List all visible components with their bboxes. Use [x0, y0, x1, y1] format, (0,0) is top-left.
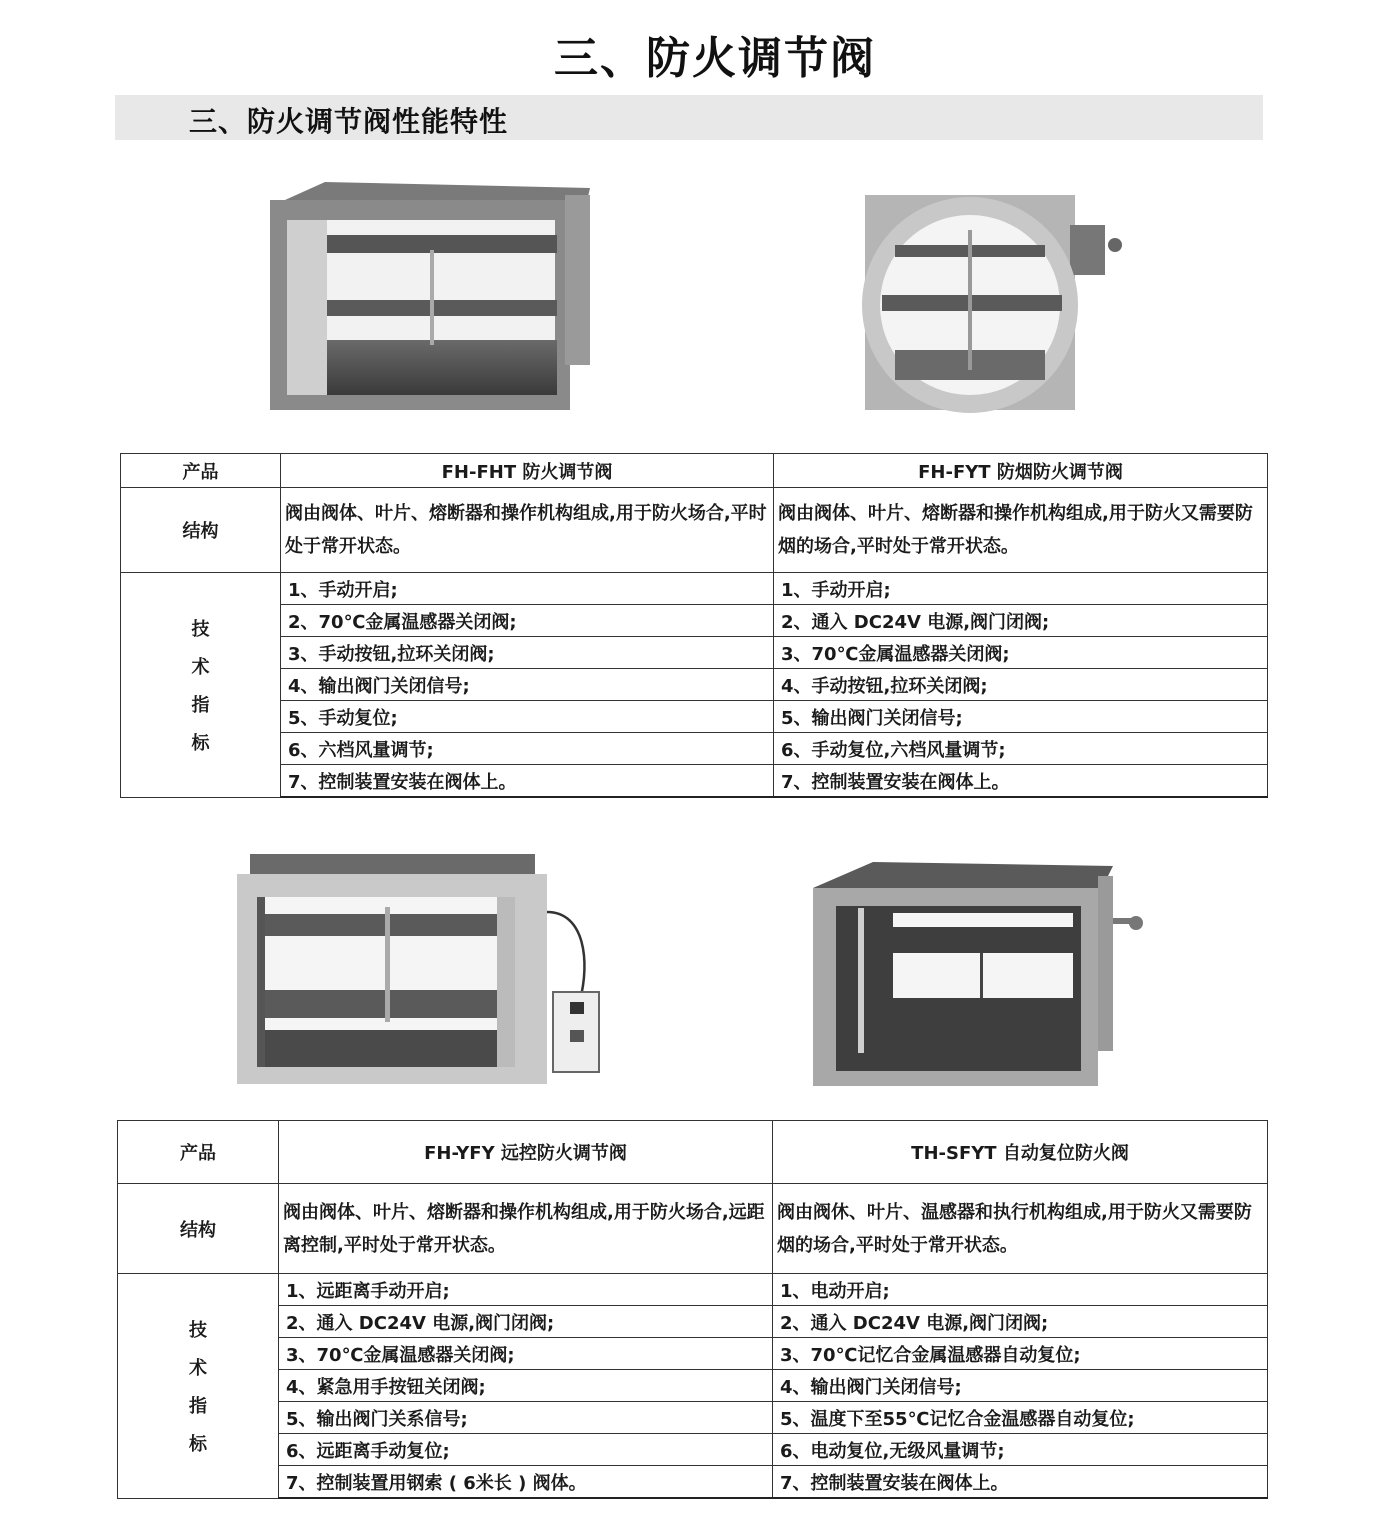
structure-row	[121, 488, 1268, 573]
spec-item: 3、手动按钮,拉环关闭阀;	[281, 637, 774, 669]
table-row	[118, 1402, 1268, 1434]
tech-spec-label: 技 术 指 标	[121, 573, 281, 798]
spec-item: 1、手动开启;	[774, 573, 1268, 605]
table-header-row	[121, 454, 1268, 488]
table-row	[121, 701, 1268, 733]
rectangular-fire-damper-photo	[265, 180, 595, 415]
circular-smoke-fire-damper-photo	[860, 190, 1130, 415]
spec-item: 1、电动开启;	[773, 1274, 1268, 1306]
table-row	[118, 1434, 1268, 1466]
structure-text: 阀由阀体、叶片、熔断器和操作机构组成,用于防火场合,远距离控制,平时处于常开状态。	[279, 1184, 773, 1274]
spec-item: 6、六档风量调节;	[281, 733, 774, 765]
product-name: TH-SFYT 自动复位防火阀	[773, 1121, 1268, 1184]
spec-item: 1、手动开启;	[281, 573, 774, 605]
spec-item: 3、70℃金属温感器关闭阀;	[279, 1338, 773, 1370]
spec-item: 7、控制装置用钢索 ( 6米长 ) 阀体。	[279, 1466, 773, 1499]
spec-item: 6、远距离手动复位;	[279, 1434, 773, 1466]
table-row	[121, 637, 1268, 669]
section-title: 三、防火调节阀性能特性	[189, 105, 509, 138]
product-label: 产品	[121, 454, 281, 488]
spec-item: 2、通入 DC24V 电源,阀门闭阀;	[279, 1306, 773, 1338]
spec-table-1	[120, 453, 1268, 798]
spec-item: 5、输出阀门关系信号;	[279, 1402, 773, 1434]
structure-label: 结构	[118, 1184, 279, 1274]
product-name: FH-FHT 防火调节阀	[281, 454, 774, 488]
product-label: 产品	[118, 1121, 279, 1184]
spec-item: 4、输出阀门关闭信号;	[773, 1370, 1268, 1402]
table-row	[118, 1466, 1268, 1499]
auto-reset-fire-damper-photo	[808, 858, 1143, 1088]
section-header-bar	[115, 95, 1263, 140]
spec-item: 4、输出阀门关闭信号;	[281, 669, 774, 701]
tech-spec-label: 技 术 指 标	[118, 1274, 279, 1499]
structure-text: 阀由阀休、叶片、温感器和执行机构组成,用于防火又需要防烟的场合,平时处于常开状态。	[773, 1184, 1268, 1274]
structure-text: 阀由阀体、叶片、熔断器和操作机构组成,用于防火又需要防烟的场合,平时处于常开状态。	[774, 488, 1268, 573]
spec-item: 3、70℃记忆合金属温感器自动复位;	[773, 1338, 1268, 1370]
table-row	[121, 669, 1268, 701]
spec-item: 7、控制装置安装在阀体上。	[281, 765, 774, 798]
spec-item: 6、手动复位,六档风量调节;	[774, 733, 1268, 765]
spec-item: 6、电动复位,无级风量调节;	[773, 1434, 1268, 1466]
table-row	[118, 1306, 1268, 1338]
remote-control-fire-damper-photo	[235, 852, 630, 1087]
structure-label: 结构	[121, 488, 281, 573]
table-row	[118, 1370, 1268, 1402]
spec-item: 5、手动复位;	[281, 701, 774, 733]
spec-item: 5、温度下至55℃记忆合金温感器自动复位;	[773, 1402, 1268, 1434]
spec-item: 7、控制装置安装在阀体上。	[773, 1466, 1268, 1499]
table-row	[118, 1338, 1268, 1370]
page-title: 三、防火调节阀	[554, 33, 876, 84]
table-row	[121, 733, 1268, 765]
table-row	[121, 765, 1268, 798]
structure-row	[118, 1184, 1268, 1274]
spec-item: 5、输出阀门关闭信号;	[774, 701, 1268, 733]
spec-item: 2、通入 DC24V 电源,阀门闭阀;	[774, 605, 1268, 637]
spec-item: 2、通入 DC24V 电源,阀门闭阀;	[773, 1306, 1268, 1338]
table-header-row	[118, 1121, 1268, 1184]
spec-item: 7、控制装置安装在阀体上。	[774, 765, 1268, 798]
table-row	[121, 605, 1268, 637]
structure-text: 阀由阀体、叶片、熔断器和操作机构组成,用于防火场合,平时处于常开状态。	[281, 488, 774, 573]
product-name: FH-FYT 防烟防火调节阀	[774, 454, 1268, 488]
spec-item: 1、远距离手动开启;	[279, 1274, 773, 1306]
product-name: FH-YFY 远控防火调节阀	[279, 1121, 773, 1184]
table-row	[121, 573, 1268, 605]
spec-item: 4、紧急用手按钮关闭阀;	[279, 1370, 773, 1402]
spec-table-2	[117, 1120, 1268, 1499]
table-row	[118, 1274, 1268, 1306]
spec-item: 2、70℃金属温感器关闭阀;	[281, 605, 774, 637]
spec-item: 4、手动按钮,拉环关闭阀;	[774, 669, 1268, 701]
spec-item: 3、70℃金属温感器关闭阀;	[774, 637, 1268, 669]
